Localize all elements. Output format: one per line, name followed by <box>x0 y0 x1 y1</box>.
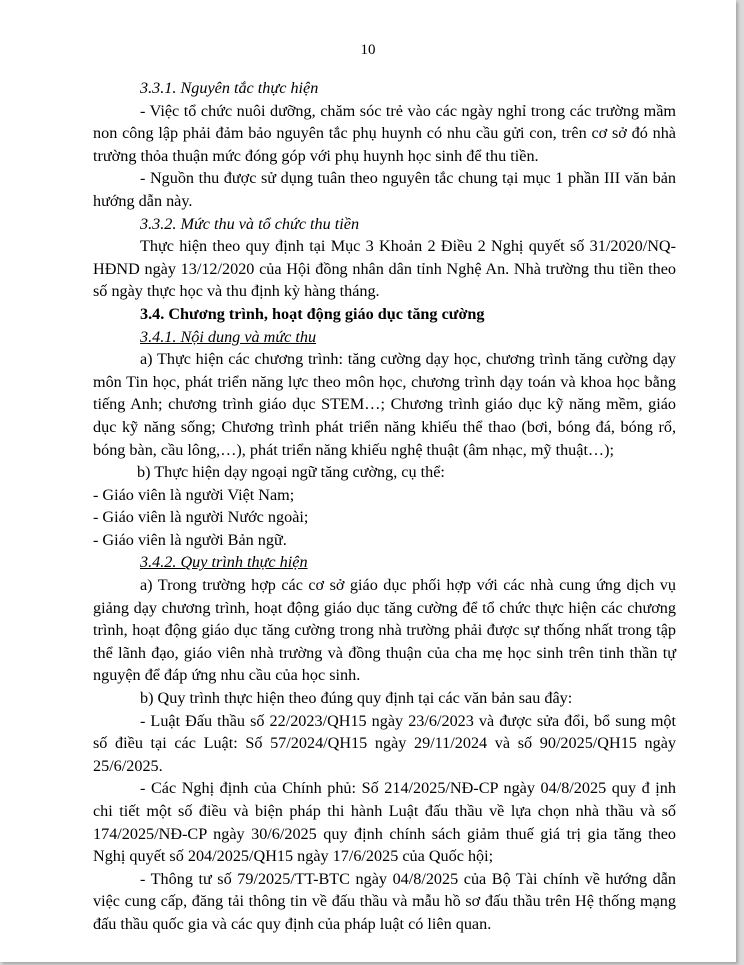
paragraph: - Nguồn thu được sử dụng tuân theo nguyên tắc chung tại mục 1 phần III văn bản hướng dẫn này. <box>93 169 676 210</box>
paragraph: - Giáo viên là người Việt Nam; <box>93 485 295 504</box>
document-body <box>93 77 676 936</box>
paragraph: Thực hiện theo quy định tại Mục 3 Khoản 2 Điều 2 Nghị quyết số 31/2020/NQ-HĐND ngày 13/12/2020 của Hội đồng nhân dân tỉnh Nghệ An. Nhà trường thu tiền theo số ngày thực học và thu định kỳ hàng tháng. <box>93 237 676 301</box>
paragraph: - Các Nghị định của Chính phủ: Số 214/2025/NĐ-CP ngày 04/8/2025 quy đ ịnh chi tiết một số điều và biện pháp thi hành Luật đấu thầu về lựa chọn nhà thầu và số 174/2025/NĐ-CP ngày 30/6/2025 quy định chính sách giảm thuế giá trị gia tăng theo Nghị quyết số 204/2025/QH15 ngày 17/6/2025 của Quốc hội; <box>93 779 676 866</box>
section-heading: 3.4.2. Quy trình thực hiện <box>140 553 308 572</box>
paragraph: - Luật Đấu thầu số 22/2023/QH15 ngày 23/6/2023 và được sửa đổi, bổ sung một số điều tại các Luật: Số 57/2024/QH15 ngày 29/11/2024 và số 90/2025/QH15 ngày 25/6/2025. <box>93 711 676 775</box>
section-heading: 3.3.2. Mức thu và tổ chức thu tiền <box>140 214 360 233</box>
page-number: 10 <box>360 42 376 58</box>
section-heading: 3.4. Chương trình, hoạt động giáo dục tăng cường <box>140 304 485 323</box>
paragraph: - Giáo viên là người Nước ngoài; <box>93 508 309 527</box>
paragraph: b) Thực hiện dạy ngoại ngữ tăng cường, cụ thể: <box>137 463 445 482</box>
section-heading: 3.3.1. Nguyên tắc thực hiện <box>140 79 319 97</box>
paragraph: - Thông tư số 79/2025/TT-BTC ngày 04/8/2025 của Bộ Tài chính về hướng dẫn việc cung cấp, đăng tải thông tin về đấu thầu và mẫu hồ sơ đấu thầu trên Hệ thống mạng đấu thầu quốc gia và các quy định của pháp luật có liên quan. <box>93 869 676 933</box>
paragraph: - Giáo viên là người Bản ngữ. <box>93 530 287 549</box>
paragraph: - Việc tổ chức nuôi dưỡng, chăm sóc trẻ vào các ngày nghỉ trong các trường mầm non công lập phải đảm bảo nguyên tắc phụ huynh có nhu cầu gửi con, trên cơ sở đó nhà trường thỏa thuận mức đóng góp với phụ huynh học sinh để thu tiền. <box>93 101 676 165</box>
section-heading: 3.4.1. Nội dung và mức thu <box>140 327 317 346</box>
paragraph: b) Quy trình thực hiện theo đúng quy định tại các văn bản sau đây: <box>140 689 573 708</box>
paragraph: a) Thực hiện các chương trình: tăng cường dạy học, chương trình tăng cường dạy môn Tin học, phát triển năng lực theo môn học, chương trình dạy toán và khoa học bằng tiếng Anh; chương trình giáo dục STEM…; Chương trình giáo dục kỹ năng mềm, giáo dục kỹ năng sống; Chương trình phát triển năng khiếu thể thao (bơi, bóng đá, bóng rổ, bóng bàn, cầu lông,…), phát triển năng khiếu nghệ thuật (âm nhạc, mỹ thuật…); <box>93 350 676 459</box>
paragraph: a) Trong trường hợp các cơ sở giáo dục phối hợp với các nhà cung ứng dịch vụ giảng dạy chương trình, hoạt động giáo dục tăng cường để tổ chức thực hiện các chương trình, hoạt động giáo dục tăng cường trong nhà trường phải được sự thống nhất trong tập thể lãnh đạo, giáo viên nhà trường và đồng thuận của cha mẹ học sinh trên tinh thần tự nguyện để đáp ứng nhu cầu của học sinh. <box>93 576 676 685</box>
